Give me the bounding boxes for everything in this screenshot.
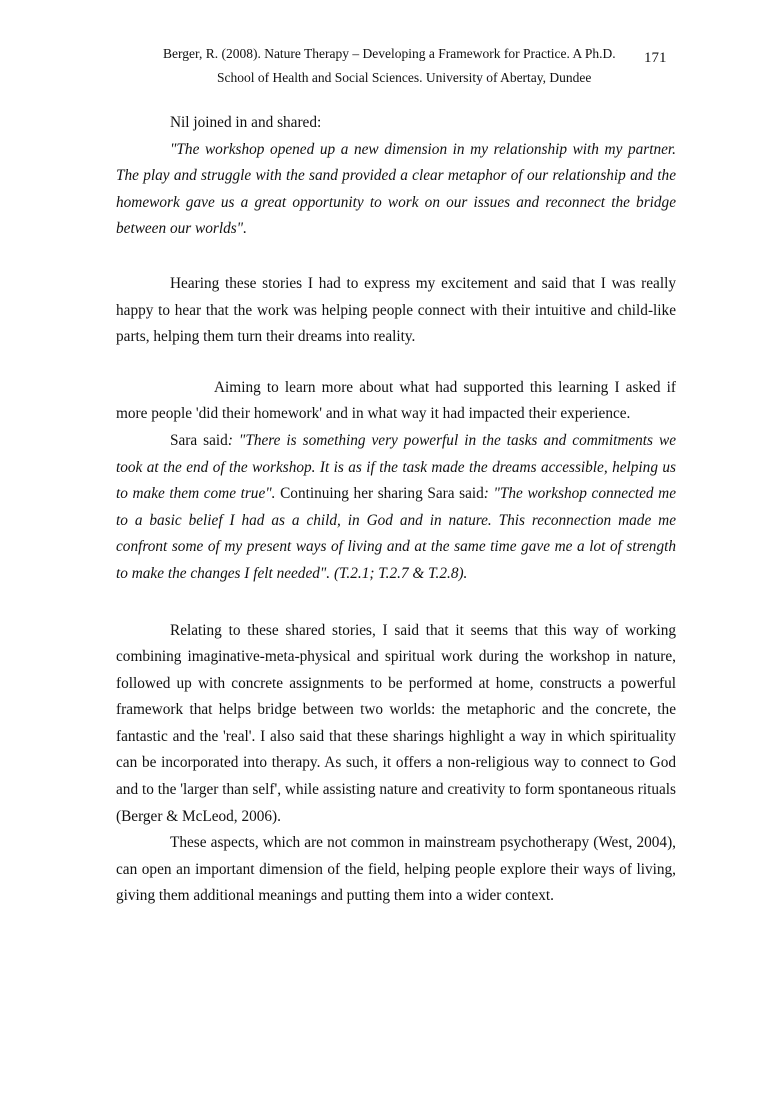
paragraph-relating: Relating to these shared stories, I said that it seems that this way of working combining imaginative-meta-physical and spiritual work during the workshop in nature, followed up with concrete assignments to be performed at home, constructs a powerful framework that helps bridge between two worlds: the metaphoric and the concrete, the fantastic and the 'real'. I also said that these sharings highlight a way in which spirituality can be incorporated into therapy. As such, it offers a non-religious way to connect to God and to the 'larger than self', while assisting nature and creativity to form spontaneous rituals (Berger & McLeod, 2006). bbox=[116, 621, 676, 825]
sara-lead: Sara said bbox=[170, 431, 228, 449]
quote-sara-1: : "There is something very powerful in the tasks and commitments we took at the end of the workshop. It is as if the task made the dreams accessible, helping us to make them come true". bbox=[116, 431, 676, 503]
header-institution-line: School of Health and Social Sciences. University of Abertay, Dundee bbox=[217, 70, 592, 85]
paragraph-hearing-stories: Hearing these stories I had to express my excitement and said that I was really happy to hear that the work was helping people connect with their intuitive and child-like parts, helping them turn their dreams into reality. bbox=[116, 274, 676, 346]
body-text bbox=[116, 110, 676, 910]
sara-continuing: Continuing her sharing Sara said bbox=[275, 485, 484, 503]
paragraph-aiming-to-learn: Aiming to learn more about what had supported this learning I asked if more people 'did their homework' and in what way it had impacted their experience. bbox=[116, 378, 676, 423]
quote-sara-2: : "The workshop connected me to a basic belief I had as a child, in God and in nature. This reconnection made me confront some of my present ways of living and at the same time gave me a lot of strength to make the changes I felt needed". (T.2.1; T.2.7 & T.2.8). bbox=[116, 485, 676, 582]
page-number: 171 bbox=[644, 50, 667, 66]
header-citation-line: Berger, R. (2008). Nature Therapy – Developing a Framework for Practice. A Ph.D. bbox=[163, 46, 616, 61]
paragraph-nil-intro: Nil joined in and shared: bbox=[170, 114, 322, 131]
paragraph-these-aspects: These aspects, which are not common in mainstream psychotherapy (West, 2004), can open an important dimension of the field, helping people explore their ways of living, giving them additional meanings and putting them into a wider context. bbox=[116, 834, 676, 905]
paragraph-sara bbox=[116, 428, 676, 588]
quote-nil: "The workshop opened up a new dimension in my relationship with my partner. The play and struggle with the sand provided a clear metaphor of our relationship and the homework gave us a great opportunity to work on our issues and reconnect the bridge between our worlds". bbox=[116, 140, 676, 238]
